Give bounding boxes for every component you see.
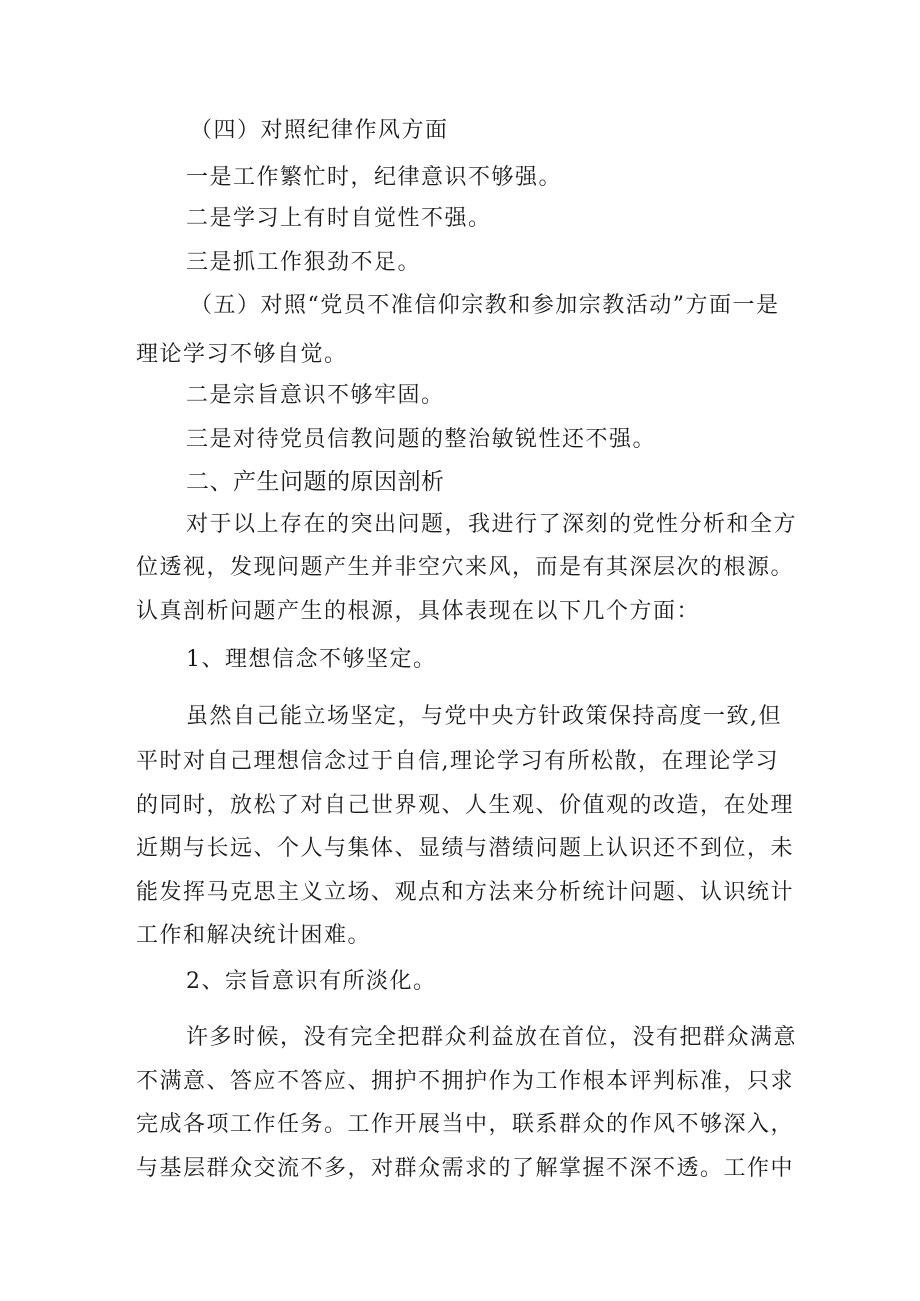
paragraph-line: 认真剖析问题产生的根源，具体表现在以下几个方面： [136,599,701,624]
paragraph-line: 理论学习不够自觉。 [136,342,348,367]
paragraph-line: 不满意、答应不答应、拥护不拥护作为工作根本评判标准，只求 [136,1069,795,1094]
paragraph-line: 对于以上存在的突出问题，我进行了深刻的党性分析和全方 [186,512,798,537]
chapter-heading-2: 二、产生问题的原因剖析 [186,469,445,495]
paragraph-line: 许多时候，没有完全把群众利益放在首位，没有把群众满意 [186,1025,798,1050]
paragraph-line: 近期与长远、个人与集体、显绩与潜绩问题上认识还不到位，未 [136,836,795,861]
paragraph-line: 平时对自己理想信念过于自信,理论学习有所松散，在理论学习 [136,749,779,774]
paragraph-line: 完成各项工作任务。工作开展当中，联系群众的作风不够深入， [136,1112,795,1137]
paragraph-line: 工作和解决统计困难。 [136,923,372,948]
paragraph-line: 与基层群众交流不多，对群众需求的了解掌握不深不透。工作中 [136,1156,795,1181]
subsection-heading-2: 2、宗旨意识有所淡化。 [186,969,437,994]
paragraph-line: 能发挥马克思主义立场、观点和方法来分析统计问题、认识统计 [136,880,795,905]
paragraph-line: 二是宗旨意识不够牢固。 [186,383,445,408]
paragraph-line: 位透视，发现问题产生并非空穴来风，而是有其深层次的根源。 [136,555,795,580]
paragraph-line: 的同时，放松了对自己世界观、人生观、价值观的改造，在处理 [136,793,795,818]
paragraph-line: 三是对待党员信教问题的整治敏锐性还不强。 [186,427,657,452]
paragraph-line: 二是学习上有时自觉性不强。 [186,206,492,231]
paragraph-line: 一是工作繁忙时，纪律意识不够强。 [186,165,563,190]
paragraph-line: 三是抓工作狠劲不足。 [186,250,422,275]
section-heading-5: （五）对照“党员不准信仰宗教和参加宗教活动”方面一是 [190,293,780,318]
section-heading-4: （四）对照纪律作风方面 [190,118,449,143]
paragraph-line: 虽然自己能立场坚定，与党中央方针政策保持高度一致,但 [186,704,782,729]
subsection-heading-1: 1、理想信念不够坚定。 [186,647,437,672]
